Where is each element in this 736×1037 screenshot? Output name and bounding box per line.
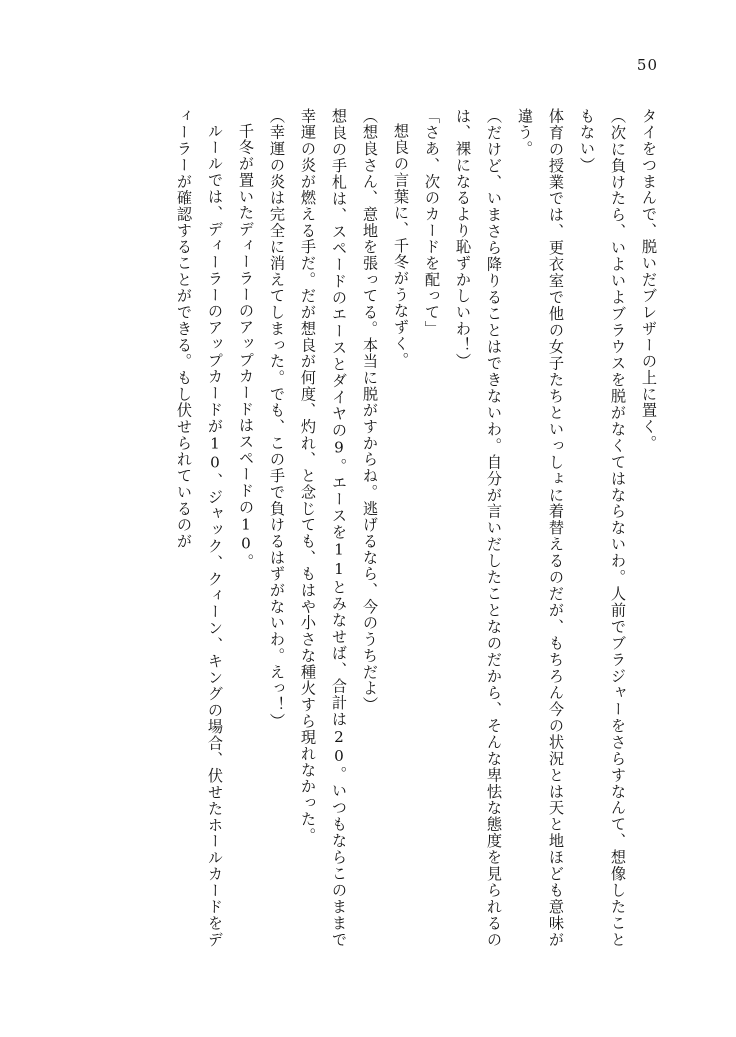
paragraph: （次に負けたら、いよいよブラウスを脱がなくてはならないわ。人前でブラジャーをさらすなんて、想像したこともない） [578,108,627,948]
paragraph: 想良の手札は、スペードのエースとダイヤの9。エースを11とみなせば、合計は20。いつもならこのままで幸運の炎が燃える手だ。だが想良が何度、灼れ、と念じても、もはや小さな種火すら現れなかった。 [299,108,348,948]
page-number: 50 [636,56,658,74]
paragraph: 想良の言葉に、千冬がうなずく。 [392,123,410,369]
paragraph: タイをつまんで、脱いだブレザーの上に置く。 [640,108,658,452]
paragraph: （だけど、いまさら降りることはできないわ。自分が言いだしたことなのだから、そんな卑怯な態度を見られるのは、裸になるより恥ずかしいわ！） [454,108,503,948]
paragraph: （幸運の炎は完全に消えてしまった。でも、この手で負けるはずがないわ。えっ！） [268,108,286,730]
paragraph: 体育の授業では、更衣室で他の女子たちといっしょに着替えるのだが、もちろん今の状況とは天と地ほども意味が違う。 [516,108,565,948]
page-body-text [86,108,664,948]
paragraph: ルールでは、ディーラーのアップカードが10、ジャック、クィーン、キングの場合、伏せたホールカードをディーラーが確認することができる。もし伏せられているのが [175,108,224,948]
paragraph: （想良さん、意地を張ってる。本当に脱がすからね。逃げるなら、今のうちだよ） [361,108,379,713]
paragraph: 「さあ、次のカードを配って」 [423,108,441,337]
paragraph: 千冬が置いたディーラーのアップカードはスペードの10。 [237,123,255,571]
